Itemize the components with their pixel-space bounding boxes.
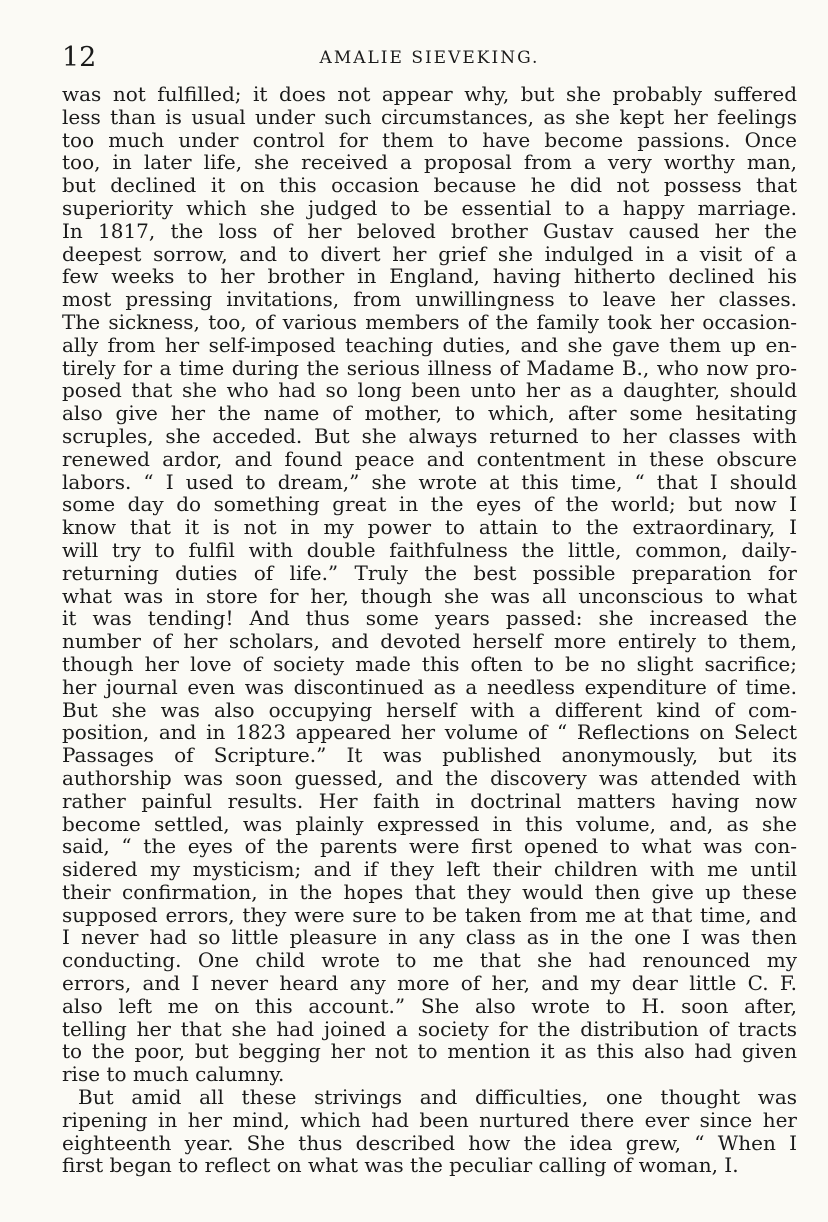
text-line: become settled, was plainly expressed in this volume, and, as she [62, 811, 797, 836]
text-line: But amid all these strivings and difficulties, one thought was [78, 1085, 797, 1110]
text-line: sidered my mysticism; and if they left their children with me until [62, 857, 797, 882]
text-line: too much under control for them to have become passions. Once [62, 127, 797, 152]
text-line: eighteenth year. She thus described how the idea grew, “ When I [62, 1130, 797, 1155]
text-line: errors, and I never heard any more of her, and my dear little C. F. [62, 971, 797, 996]
text-line: too, in later life, she received a proposal from a very worthy man, [62, 150, 797, 175]
text-line: ally from her self-imposed teaching duties, and she gave them up en- [62, 332, 797, 357]
text-line: few weeks to her brother in England, having hitherto declined his [62, 264, 797, 289]
text-line: conducting. One child wrote to me that she had renounced my [62, 948, 797, 973]
text-line: I never had so little pleasure in any class as in the one I was then [62, 925, 797, 950]
paragraph [62, 83, 797, 1086]
text-line: some day do something great in the eyes of the world; but now I [62, 492, 797, 517]
text-line: know that it is not in my power to attain to the extraordinary, I [62, 515, 797, 540]
text-line: posed that she who had so long been unto her as a daughter, should [62, 378, 797, 403]
text-line: was not fulfilled; it does not appear why, but she probably suffered [62, 82, 797, 106]
text-line: will try to fulfil with double faithfulness the little, common, daily- [62, 537, 797, 562]
text-line: her journal even was discontinued as a needless expenditure of time. [62, 674, 797, 699]
text-line: ripening in her mind, which had been nurtured there ever since her [62, 1107, 797, 1132]
text-line: Passages of Scripture.” It was published anonymously, but its [62, 743, 797, 768]
text-line: In 1817, the loss of her beloved brother Gustav caused her the [62, 218, 797, 243]
text-line: what was in store for her, though she was all unconscious to what [62, 583, 797, 608]
text-line: most pressing invitations, from unwillingness to leave her classes. [62, 287, 797, 312]
text-line: first began to reflect on what was the peculiar calling of woman, I. [62, 1153, 739, 1178]
page-number: 12 [62, 42, 97, 73]
text-line: renewed ardor, and found peace and contentment in these obscure [62, 446, 797, 471]
text-line: authorship was soon guessed, and the discovery was attended with [62, 765, 797, 790]
text-line: position, and in 1823 appeared her volume of “ Reflections on Select [62, 720, 797, 745]
text-line: but declined it on this occasion because he did not possess that [62, 173, 797, 198]
text-line: less than is usual under such circumstances, as she kept her feelings [62, 104, 797, 129]
text-line: telling her that she had joined a society for the distribution of tracts [62, 1016, 797, 1041]
text-line: also left me on this account.” She also wrote to H. soon after, [62, 993, 797, 1018]
text-line: tirely for a time during the serious illness of Madame B., who now pro- [62, 355, 797, 380]
text-line: also give her the name of mother, to which, after some hesitating [62, 401, 797, 426]
body-text [62, 83, 797, 1177]
text-line: scruples, she acceded. But she always returned to her classes with [62, 423, 797, 448]
page-header [62, 40, 797, 76]
text-line: though her love of society made this often to be no slight sacrifice; [62, 651, 797, 676]
text-line: returning duties of life.” Truly the best possible preparation for [62, 560, 797, 585]
text-line: it was tending! And thus some years passed: she increased the [62, 606, 797, 631]
paragraph [62, 1086, 797, 1177]
text-line: superiority which she judged to be essential to a happy marriage. [62, 195, 797, 220]
text-line: rise to much calumny. [62, 1062, 285, 1087]
text-line: their confirmation, in the hopes that they would then give up these [62, 879, 797, 904]
text-line: The sickness, too, of various members of the family took her occasion- [62, 309, 797, 334]
running-title: AMALIE SIEVEKING. [319, 48, 540, 68]
text-line: number of her scholars, and devoted herself more entirely to them, [62, 629, 797, 654]
text-line: said, “ the eyes of the parents were first opened to what was con- [62, 834, 797, 859]
text-line: rather painful results. Her faith in doctrinal matters having now [62, 788, 797, 813]
text-line: But she was also occupying herself with a different kind of com- [62, 697, 797, 722]
text-line: labors. “ I used to dream,” she wrote at this time, “ that I should [62, 469, 797, 494]
text-line: deepest sorrow, and to divert her grief she indulged in a visit of a [62, 241, 797, 266]
text-line: to the poor, but begging her not to mention it as this also had given [62, 1039, 797, 1064]
text-line: supposed errors, they were sure to be taken from me at that time, and [62, 902, 797, 927]
